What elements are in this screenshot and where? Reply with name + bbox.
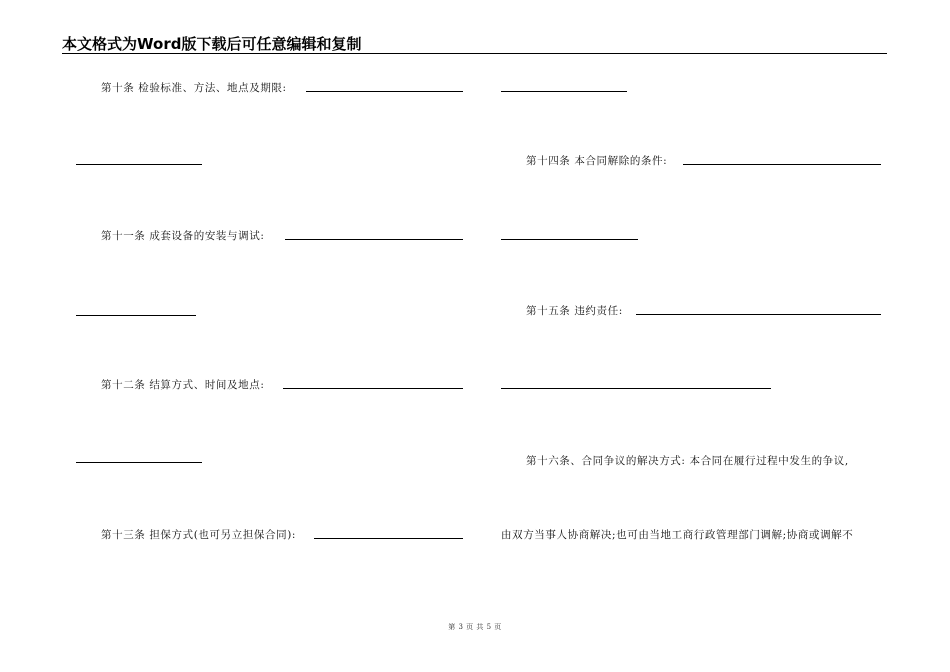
article-16-line-1: 第十六条、合同争议的解决方式: 本合同在履行过程中发生的争议, [526, 455, 849, 467]
article-10-blank-continued [76, 164, 202, 165]
article-11-blank-continued [76, 315, 196, 316]
article-16-line-2: 由双方当事人协商解决;也可由当地工商行政管理部门调解;协商或调解不 [501, 529, 854, 541]
article-15-blank [636, 314, 881, 315]
article-12-blank [283, 388, 463, 389]
article-14-blank [683, 164, 881, 165]
article-13-blank-continued [501, 91, 627, 92]
article-10-blank [306, 91, 463, 92]
article-11-label: 第十一条 成套设备的安装与调试: [101, 230, 265, 242]
article-13-label: 第十三条 担保方式(也可另立担保合同): [101, 529, 297, 541]
page-number: 第 3 页 共 5 页 [448, 623, 502, 631]
article-12-blank-continued [76, 462, 202, 463]
article-10-label: 第十条 检验标准、方法、地点及期限: [101, 82, 287, 94]
article-14-blank-continued [501, 239, 638, 240]
article-15-label: 第十五条 违约责任: [526, 305, 623, 317]
document-header-title: 本文格式为Word版下载后可任意编辑和复制 [62, 35, 362, 53]
article-15-blank-continued [501, 388, 771, 389]
article-12-label: 第十二条 结算方式、时间及地点: [101, 379, 265, 391]
header-divider [62, 53, 887, 54]
article-11-blank [285, 239, 463, 240]
article-14-label: 第十四条 本合同解除的条件: [526, 155, 668, 167]
article-13-blank [314, 538, 463, 539]
